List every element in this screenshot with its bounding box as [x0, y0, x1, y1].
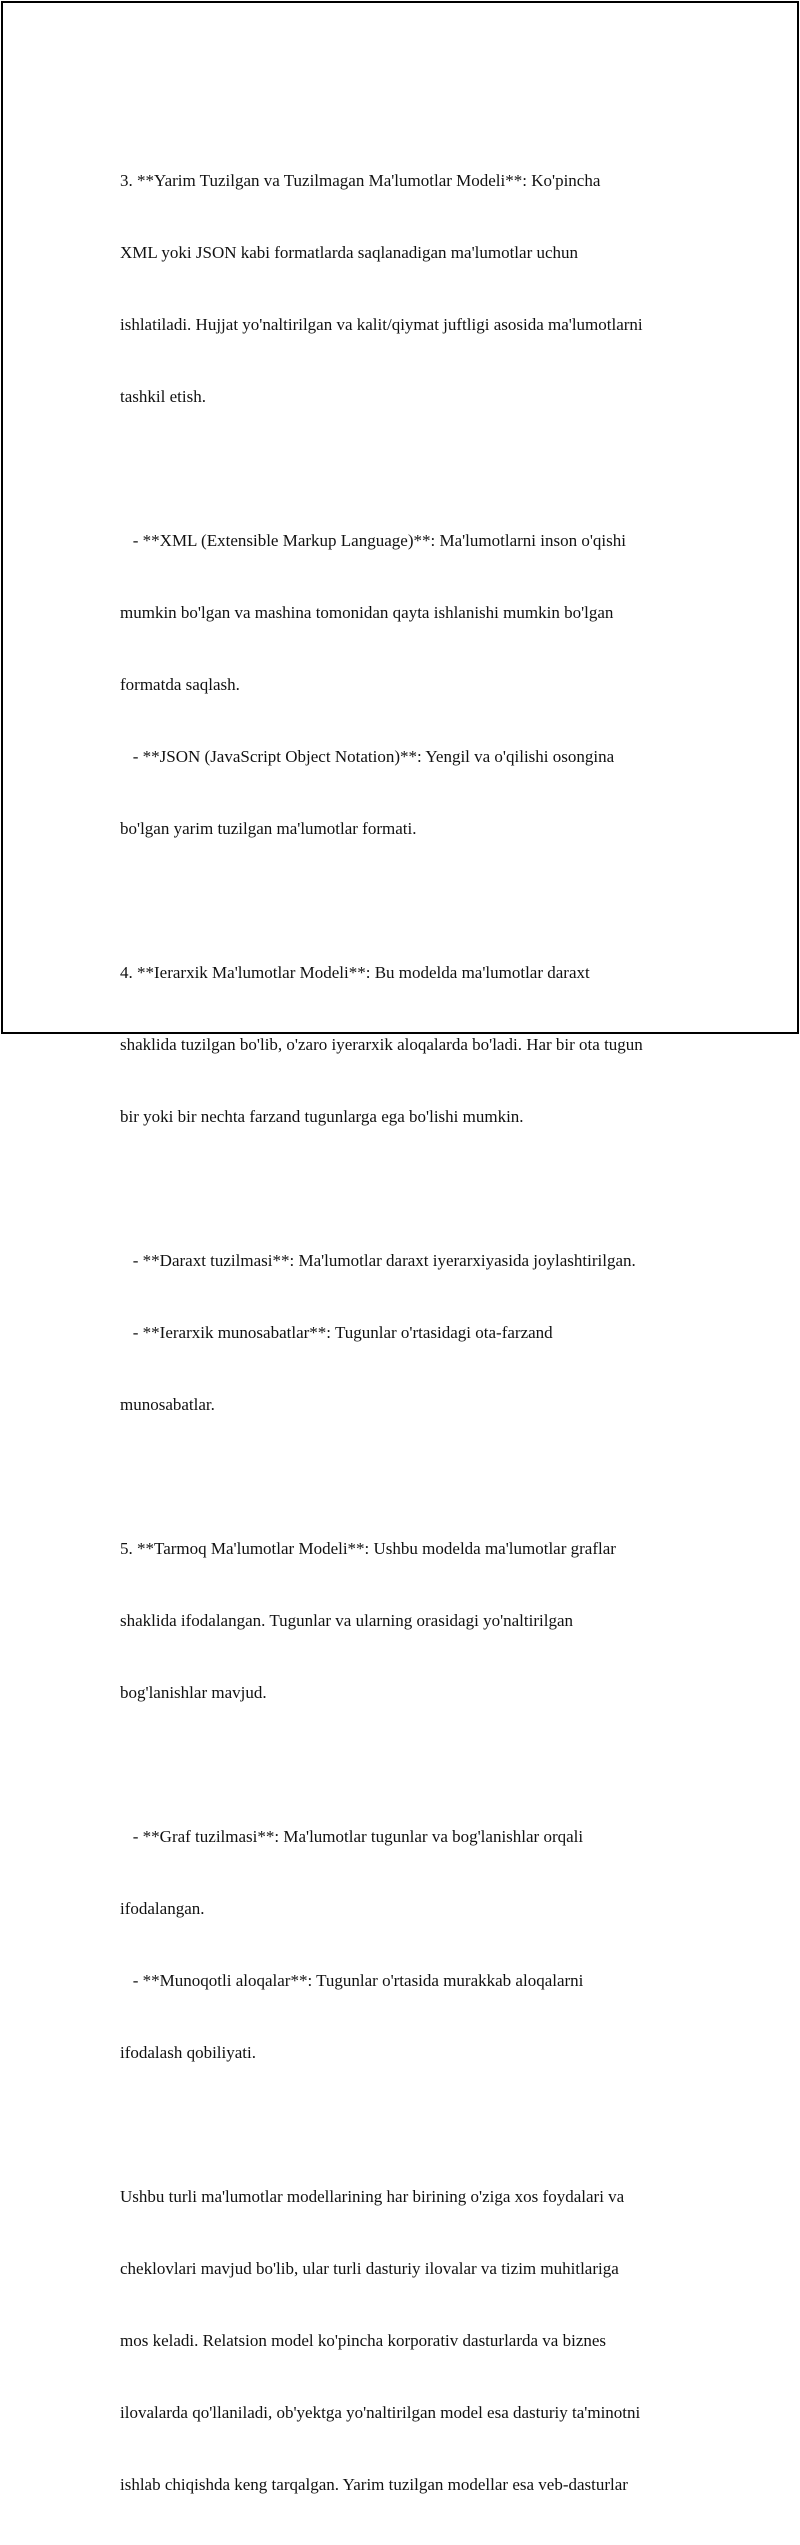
- text-line: ilovalarda qo'llaniladi, ob'yektga yo'naltirilgan model esa dasturiy ta'minotni: [120, 2403, 641, 2422]
- text-line: munosabatlar.: [120, 1395, 215, 1414]
- text-line: - **XML (Extensible Markup Language)**: Ma'lumotlarni inson o'qishi: [120, 531, 626, 550]
- text-line: - **Graf tuzilmasi**: Ma'lumotlar tugunlar va bog'lanishlar orqali: [120, 1827, 584, 1846]
- text-line: tashkil etish.: [120, 387, 206, 406]
- text-line: mumkin bo'lgan va mashina tomonidan qayta ishlanishi mumkin bo'lgan: [120, 603, 614, 622]
- blank-line: [120, 457, 720, 481]
- blank-line: [120, 889, 720, 913]
- blank-line: [120, 1177, 720, 1201]
- text-line: bo'lgan yarim tuzilgan ma'lumotlar formati.: [120, 819, 417, 838]
- text-line: - **Ierarxik munosabatlar**: Tugunlar o'rtasidagi ota-farzand: [120, 1323, 553, 1342]
- text-line: mos keladi. Relatsion model ko'pincha korporativ dasturlarda va biznes: [120, 2331, 607, 2350]
- text-line: 5. **Tarmoq Ma'lumotlar Modeli**: Ushbu modelda ma'lumotlar graflar: [120, 1539, 616, 1558]
- text-line: ifodalash qobiliyati.: [120, 2043, 256, 2062]
- text-line: formatda saqlash.: [120, 675, 240, 694]
- text-line: 4. **Ierarxik Ma'lumotlar Modeli**: Bu modelda ma'lumotlar daraxt: [120, 963, 590, 982]
- document-body: [120, 121, 720, 2545]
- text-line: - **Munoqotli aloqalar**: Tugunlar o'rtasida murakkab aloqalarni: [120, 1971, 584, 1990]
- text-line: 3. **Yarim Tuzilgan va Tuzilmagan Ma'lumotlar Modeli**: Ko'pincha: [120, 171, 601, 190]
- text-line: ifodalangan.: [120, 1899, 205, 1918]
- text-line: bir yoki bir nechta farzand tugunlarga ega bo'lishi mumkin.: [120, 1107, 524, 1126]
- blank-line: [120, 1465, 720, 1489]
- text-line: bog'lanishlar mavjud.: [120, 1683, 267, 1702]
- text-line: ishlab chiqishda keng tarqalgan. Yarim tuzilgan modellar esa veb-dasturlar: [120, 2475, 628, 2494]
- text-line: Ushbu turli ma'lumotlar modellarining har birining o'ziga xos foydalari va: [120, 2187, 625, 2206]
- blank-line: [120, 2113, 720, 2137]
- text-line: - **Daraxt tuzilmasi**: Ma'lumotlar daraxt iyerarxiyasida joylashtirilgan.: [120, 1251, 636, 1270]
- text-line: ishlatiladi. Hujjat yo'naltirilgan va kalit/qiymat juftligi asosida ma'lumotlarni: [120, 315, 643, 334]
- blank-line: [120, 1753, 720, 1777]
- text-line: - **JSON (JavaScript Object Notation)**: Yengil va o'qilishi osongina: [120, 747, 615, 766]
- text-line: shaklida ifodalangan. Tugunlar va ularning orasidagi yo'naltirilgan: [120, 1611, 573, 1630]
- page-frame: [1, 1, 799, 2494]
- text-line: XML yoki JSON kabi formatlarda saqlanadigan ma'lumotlar uchun: [120, 243, 579, 262]
- text-line: shaklida tuzilgan bo'lib, o'zaro iyerarxik aloqalarda bo'ladi. Har bir ota tugun: [120, 1035, 643, 1054]
- text-line: cheklovlari mavjud bo'lib, ular turli dasturiy ilovalar va tizim muhitlariga: [120, 2259, 619, 2278]
